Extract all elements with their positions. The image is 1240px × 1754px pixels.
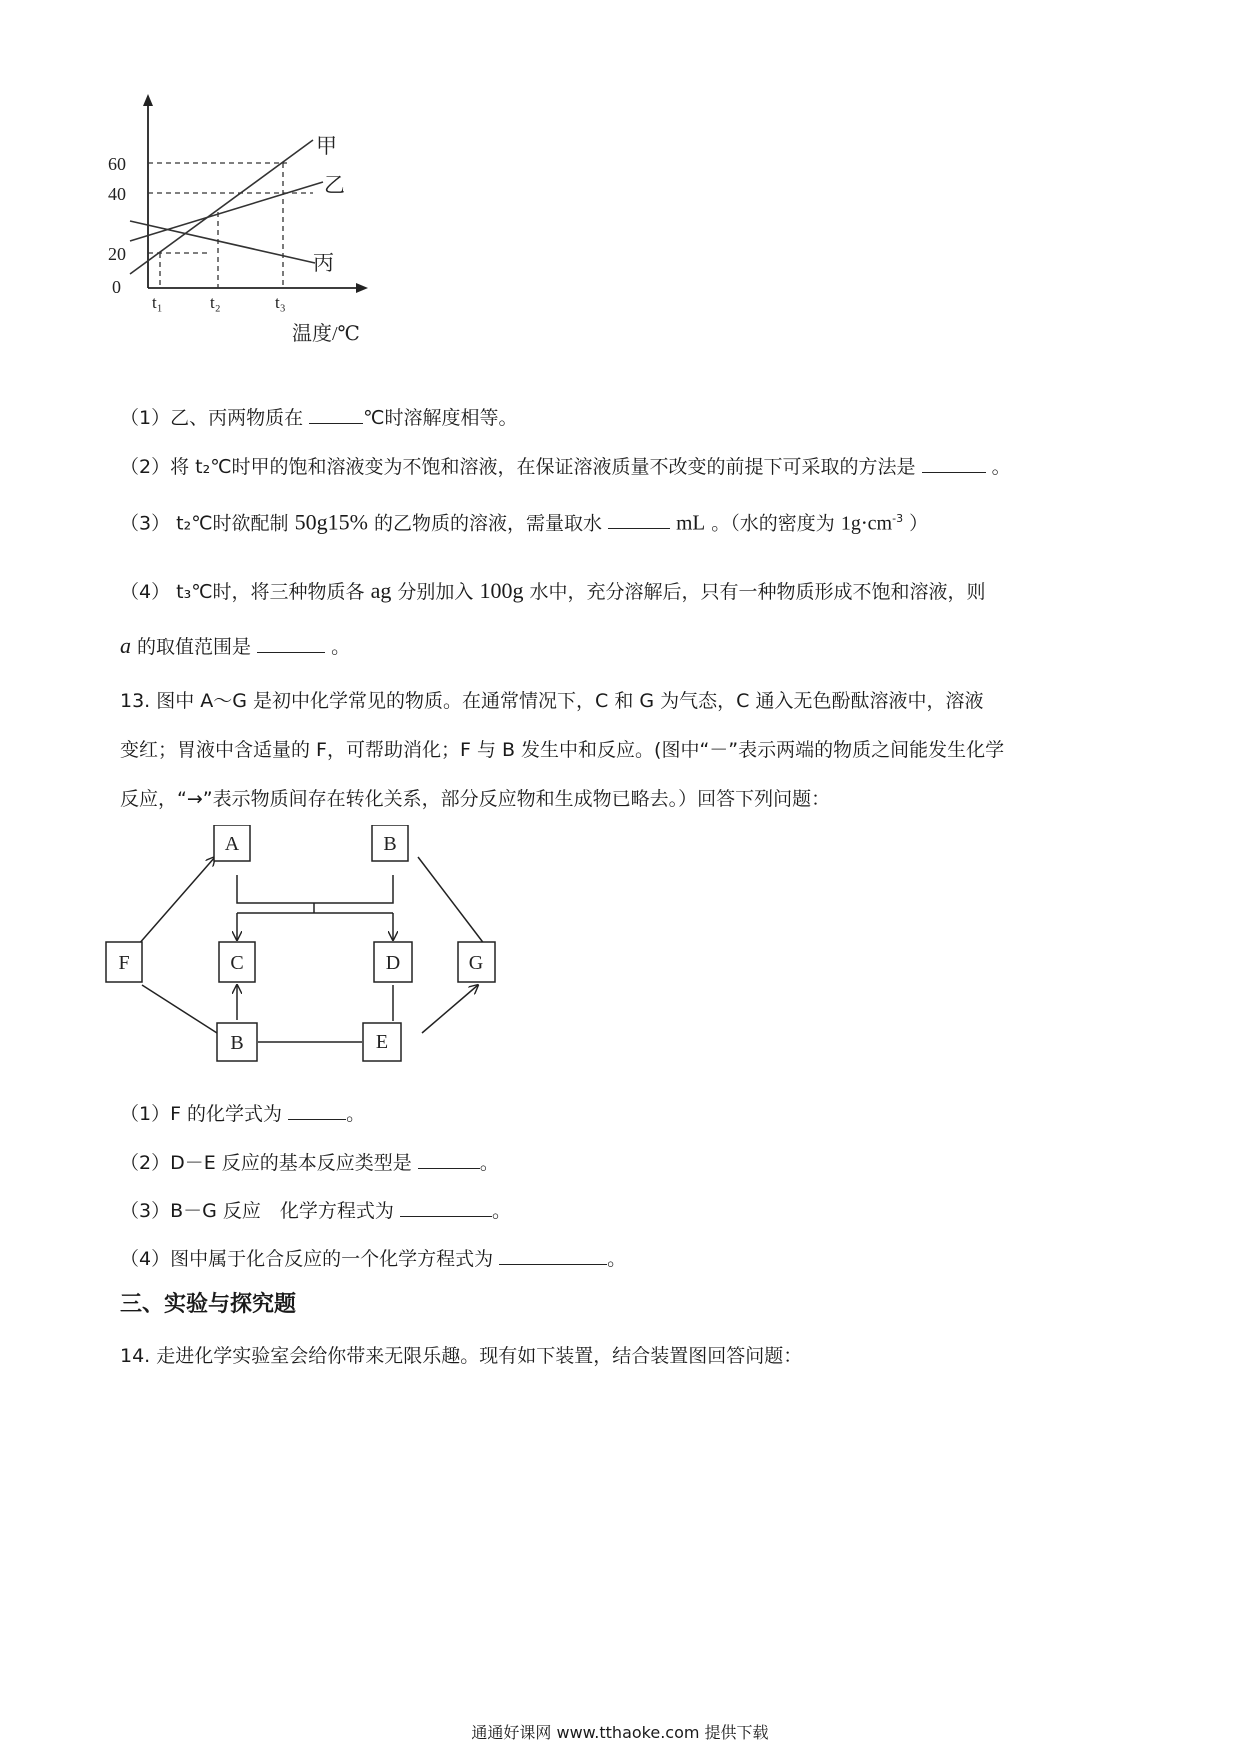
- q13-part-1: （1）F 的化学式为 。: [120, 1103, 366, 1125]
- connector-a-down: [237, 875, 393, 903]
- x-tick-t2: t₂: [210, 293, 221, 312]
- section-heading: 三、实验与探究题: [120, 1292, 297, 1317]
- node-c-label: C: [230, 952, 244, 974]
- q13-part-3: （3）B－G 反应 化学方程式为 。: [120, 1200, 511, 1222]
- answer-blank: [922, 454, 986, 473]
- q12-part-2: （2）将 t₂℃时甲的饱和溶液变为不饱和溶液，在保证溶液质量不改变的前提下可采取的方法是 。: [120, 456, 1011, 478]
- q13-stem-line1: 13. 图中 A～G 是初中化学常见的物质。在通常情况下，C 和 G 为气态，C 通入无色酚酞溶液中，溶液: [120, 690, 984, 712]
- q13-part-2: （2）D－E 反应的基本反应类型是 。: [120, 1152, 499, 1174]
- arrow-f-to-a: [138, 857, 215, 945]
- substance-relation-diagram: [100, 825, 530, 1075]
- x-axis-arrow: [356, 283, 368, 293]
- part-number: （4）: [120, 581, 171, 603]
- curve-yi: [130, 182, 323, 241]
- q13-part-4: （4）图中属于化合反应的一个化学方程式为 。: [120, 1248, 627, 1270]
- curve-bing: [130, 221, 315, 263]
- q12-part-4-line1: （4） t₃℃时，将三种物质各 ag 分别加入 100g 水中，充分溶解后，只有一种物质形成不饱和溶液，则: [120, 578, 986, 603]
- q13-stem-line2: 变红；胃液中含适量的 F，可帮助消化；F 与 B 发生中和反应。(图中“－”表示两端的物质之间能发生化学: [120, 739, 1005, 761]
- y-tick-60: 60: [108, 154, 126, 174]
- answer-blank: [418, 1150, 480, 1169]
- curve-label-bing: 丙: [313, 251, 334, 275]
- curve-jia: [130, 140, 313, 274]
- node-f-label: F: [118, 952, 130, 974]
- link-b-g: [418, 857, 485, 945]
- x-tick-t3: t₃: [275, 293, 286, 312]
- part-number: （2）: [120, 1152, 171, 1174]
- answer-blank: [309, 405, 363, 424]
- x-axis-label: 温度/℃: [292, 323, 360, 345]
- node-a-label: A: [224, 833, 240, 855]
- q14-stem: 14. 走进化学实验室会给你带来无限乐趣。现有如下装置，结合装置图回答问题：: [120, 1345, 803, 1367]
- node-b-top-label: B: [383, 833, 397, 855]
- q13-stem-line3: 反应，“→”表示物质间存在转化关系，部分反应物和生成物已略去。）回答下列问题：: [120, 788, 831, 810]
- x-tick-t1: t₁: [152, 293, 163, 312]
- part-number: （4）: [120, 1248, 171, 1270]
- node-b-bottom-label: B: [230, 1032, 244, 1054]
- page-footer: 通通好课网 www.tthaoke.com 提供下载: [471, 1723, 769, 1742]
- q12-part-3: （3） t₂℃时欲配制 50g15% 的乙物质的溶液，需量取水 mL 。（水的密度为 $1g\cdot cm^{-3}$ ）: [120, 509, 929, 535]
- answer-blank: [608, 510, 670, 529]
- y-tick-40: 40: [108, 184, 126, 204]
- q12-part-1: （1）乙、丙两物质在 ℃时溶解度相等。: [120, 407, 518, 429]
- origin-label: 0: [112, 277, 121, 297]
- solubility-chart: [100, 90, 420, 360]
- node-g-label: G: [468, 952, 484, 974]
- link-f-b: [142, 985, 217, 1033]
- part-number: （3）: [120, 1200, 171, 1222]
- answer-blank: [257, 634, 325, 653]
- y-tick-20: 20: [108, 244, 126, 264]
- y-axis-arrow: [143, 94, 153, 106]
- curve-label-yi: 乙: [324, 173, 345, 197]
- arrow-e-to-g: [422, 985, 478, 1033]
- node-d-label: D: [385, 952, 401, 974]
- q12-part-4-line2: a 的取值范围是 。: [120, 633, 351, 658]
- part-number: （1）: [120, 1103, 171, 1125]
- answer-blank: [288, 1101, 346, 1120]
- part-number: （3）: [120, 512, 171, 535]
- part-number: （2）: [120, 456, 171, 478]
- curve-label-jia: 甲: [316, 134, 337, 158]
- answer-blank: [400, 1198, 492, 1217]
- answer-blank: [499, 1246, 607, 1265]
- node-e-label: E: [375, 1031, 389, 1053]
- part-number: （1）: [120, 407, 171, 429]
